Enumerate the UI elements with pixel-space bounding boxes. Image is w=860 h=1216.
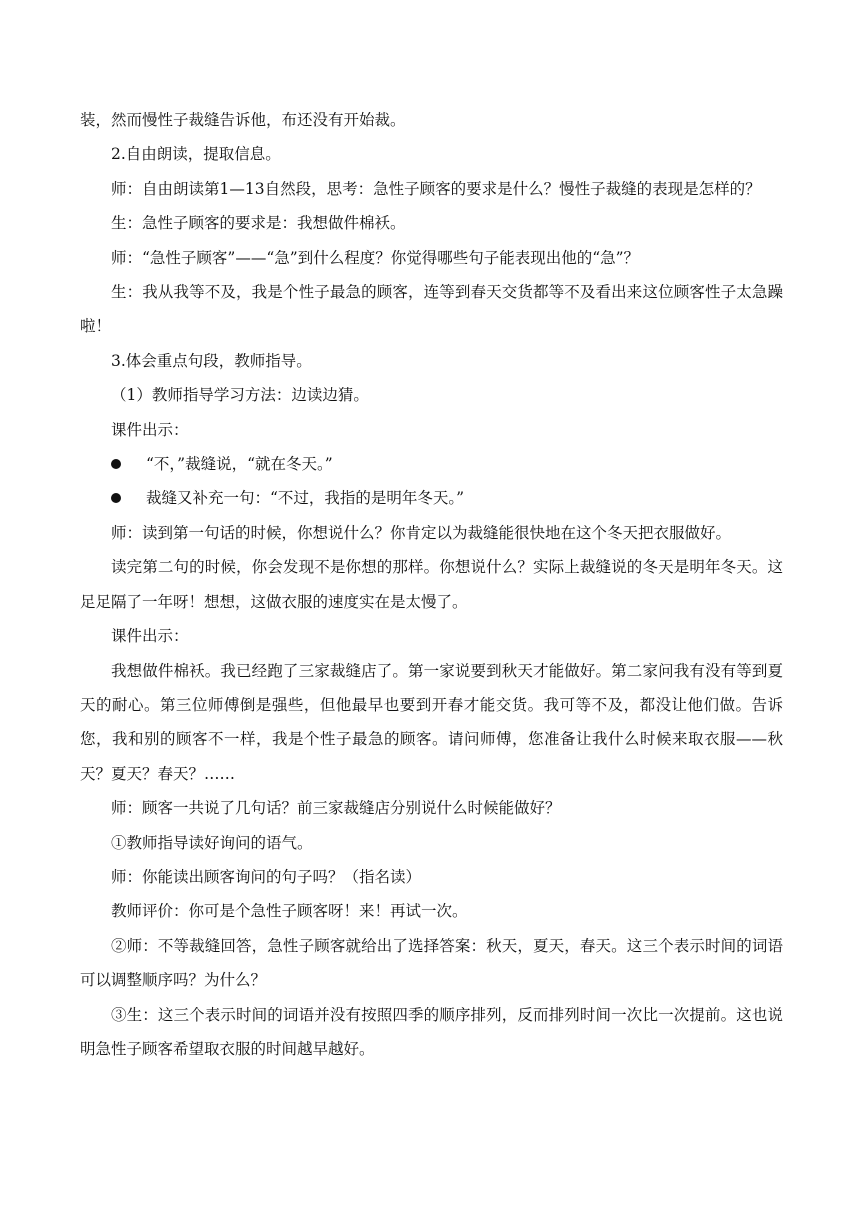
student-answer: 生：我从我等不及，我是个性子最急的顾客，连等到春天交货都等不及看出来这位顾客性子太急躁啦！ (80, 283, 783, 336)
bullet-text: 裁缝又补充一句：“不过，我指的是明年冬天。” (146, 489, 465, 508)
bullet-icon (111, 493, 121, 503)
text-excerpt: 我想做件棉袄。我已经跑了三家裁缝店了。第一家说要到秋天才能做好。第二家问我有没有等到夏天的耐心。第三位师傅倒是强些，但他最早也要到开春才能交货。我可等不及，都没让他们做。告诉您，我和别的顾客不一样，我是个性子最急的顾客。请问师傅，您准备让我什么时候来取衣服——秋天？夏天？春天？…… (80, 661, 783, 783)
bullet-item (80, 447, 783, 481)
bullet-icon (111, 459, 121, 469)
courseware-label: 课件出示： (111, 420, 189, 439)
teacher-question: 师：自由朗读第1—13自然段，思考：急性子顾客的要求是什么？慢性子裁缝的表现是怎样的？ (111, 179, 761, 198)
teacher-comment: 师：读到第一句话的时候，你想说什么？你肯定以为裁缝能很快地在这个冬天把衣服做好。 (111, 523, 732, 542)
step-heading-key-sentences: 3.体会重点句段，教师指导。 (111, 351, 312, 370)
teacher-question: 师：“急性子顾客”——“急”到什么程度？你觉得哪些句子能表现出他的“急”？ (111, 248, 640, 267)
bullet-item (80, 481, 783, 515)
teacher-evaluation: 教师评价：你可是个急性子顾客呀！来！再试一次。 (111, 902, 468, 921)
teacher-question: 师：你能读出顾客询问的句子吗？（指名读） (111, 867, 422, 886)
numbered-item: ①教师指导读好询问的语气。 (111, 833, 313, 852)
numbered-item: ③生：这三个表示时间的词语并没有按照四季的顺序排列，反而排列时间一次比一次提前。这也说明急性子顾客希望取衣服的时间越早越好。 (80, 1005, 783, 1058)
student-answer: 生：急性子顾客的要求是：我想做件棉袄。 (111, 214, 406, 233)
sub-step-heading: （1）教师指导学习方法：边读边猜。 (111, 386, 369, 405)
paragraph-continuation: 装，然而慢性子裁缝告诉他，布还没有开始裁。 (80, 111, 406, 129)
courseware-label: 课件出示： (111, 627, 189, 646)
numbered-item: ②师：不等裁缝回答，急性子顾客就给出了选择答案：秋天，夏天，春天。这三个表示时间的词语可以调整顺序吗？为什么？ (80, 936, 783, 990)
bullet-text: “不，”裁缝说，“就在冬天。” (146, 455, 333, 474)
step-heading-reading: 2.自由朗读，提取信息。 (111, 145, 281, 164)
teacher-question: 师：顾客一共说了几句话？前三家裁缝店分别说什么时候能做好？ (111, 799, 561, 818)
document-body (80, 103, 783, 1066)
teacher-comment: 读完第二句的时候，你会发现不是你想的那样。你想说什么？实际上裁缝说的冬天是明年冬天。这足足隔了一年呀！想想，这做衣服的速度实在是太慢了。 (80, 558, 783, 611)
